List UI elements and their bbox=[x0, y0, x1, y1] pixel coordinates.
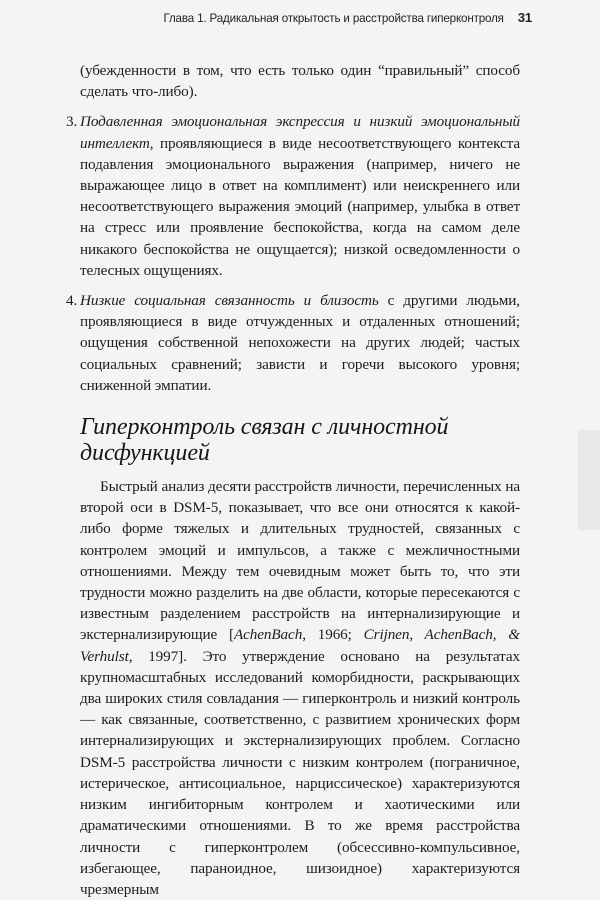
section-heading: Гиперконтроль связан с личностной дисфункцией bbox=[80, 414, 449, 467]
page-number: 31 bbox=[517, 10, 532, 25]
list-item-italic: Низкие социальная связанность и близость bbox=[80, 292, 379, 310]
paragraph-text: , 1966; bbox=[302, 626, 364, 644]
body-text bbox=[80, 476, 520, 900]
citation: AchenBach bbox=[233, 626, 303, 644]
running-title: Глава 1. Радикальная открытость и расстройства гиперконтроля bbox=[163, 12, 504, 25]
paragraph-text: Быстрый анализ десяти расстройств личности, перечисленных на второй оси в DSM-5, показывает, что все они относятся к какой-либо форме тяжелых и длительных трудностей, связанных с контролем эмоций и импульсов, а также с межличностными отношениями. Между тем очевидным может быть то, что эти трудности можно разделить на две области, которые пересекаются с известным разделением расстройств на интернализирующие и экстернализирующие [ bbox=[80, 478, 520, 644]
list-item-4 bbox=[66, 290, 521, 396]
list-item-body: с другими людьми, проявляющиеся в виде отчужденных и отдаленных отношений; ощущения собственной непохожести на других людей; частых социальных сравнений; зависти и горечи высокого уровня; сниженной эмпатии. bbox=[80, 292, 521, 394]
list-item-text bbox=[80, 111, 520, 281]
page-content bbox=[66, 60, 521, 900]
list-number: 4. bbox=[66, 292, 78, 310]
page-edge-shadow bbox=[578, 430, 600, 530]
citation: Crijnen, AchenBach, & Verhulst bbox=[80, 626, 521, 665]
list-item-text bbox=[80, 290, 520, 396]
list-item-3 bbox=[66, 111, 520, 281]
running-header bbox=[60, 10, 532, 25]
list-item-italic: Подавленная эмоциональная экспрессия и низкий эмоциональный интеллект bbox=[80, 113, 520, 152]
paragraph-text: , 1997]. Это утверждение основано на результатах крупномасштабных исследований коморбидности, раскрывающих два широких стиля совладания — гиперконтроль и низкий контроль — как связанные, соответственно, с развитием хронических форм интернализирующих и экстернализирующих проблем. Согласно DSM-5 расстройства личности с низким контролем (пограничное, истерическое, антисоциальное, нарциссическое) характеризуются низким ингибиторным контролем и хаотическими или драматическими отношениями. В то же время расстройства личности с гиперконтролем (обсессивно-компульсивное, избегающее, параноидное, шизоидное) характеризуются чрезмерным bbox=[80, 647, 520, 898]
list-number: 3. bbox=[66, 113, 78, 131]
list-item-body: , проявляющиеся в виде несоответствующего контекста подавления эмоционального выражения (например, ничего не выражающее лицо в ответ на комплимент) или неискреннего или несоответствующего выражения эмоций (например, улыбка в ответ на стресс или проявление беспокойства, когда на самом деле никакого беспокойства не ощущается); низкой осведомленности о телесных ощущениях. bbox=[80, 134, 520, 279]
body-paragraph bbox=[80, 476, 520, 900]
continuation-text: (убежденности в том, что есть только один “правильный” способ сделать что-либо). bbox=[80, 62, 520, 101]
